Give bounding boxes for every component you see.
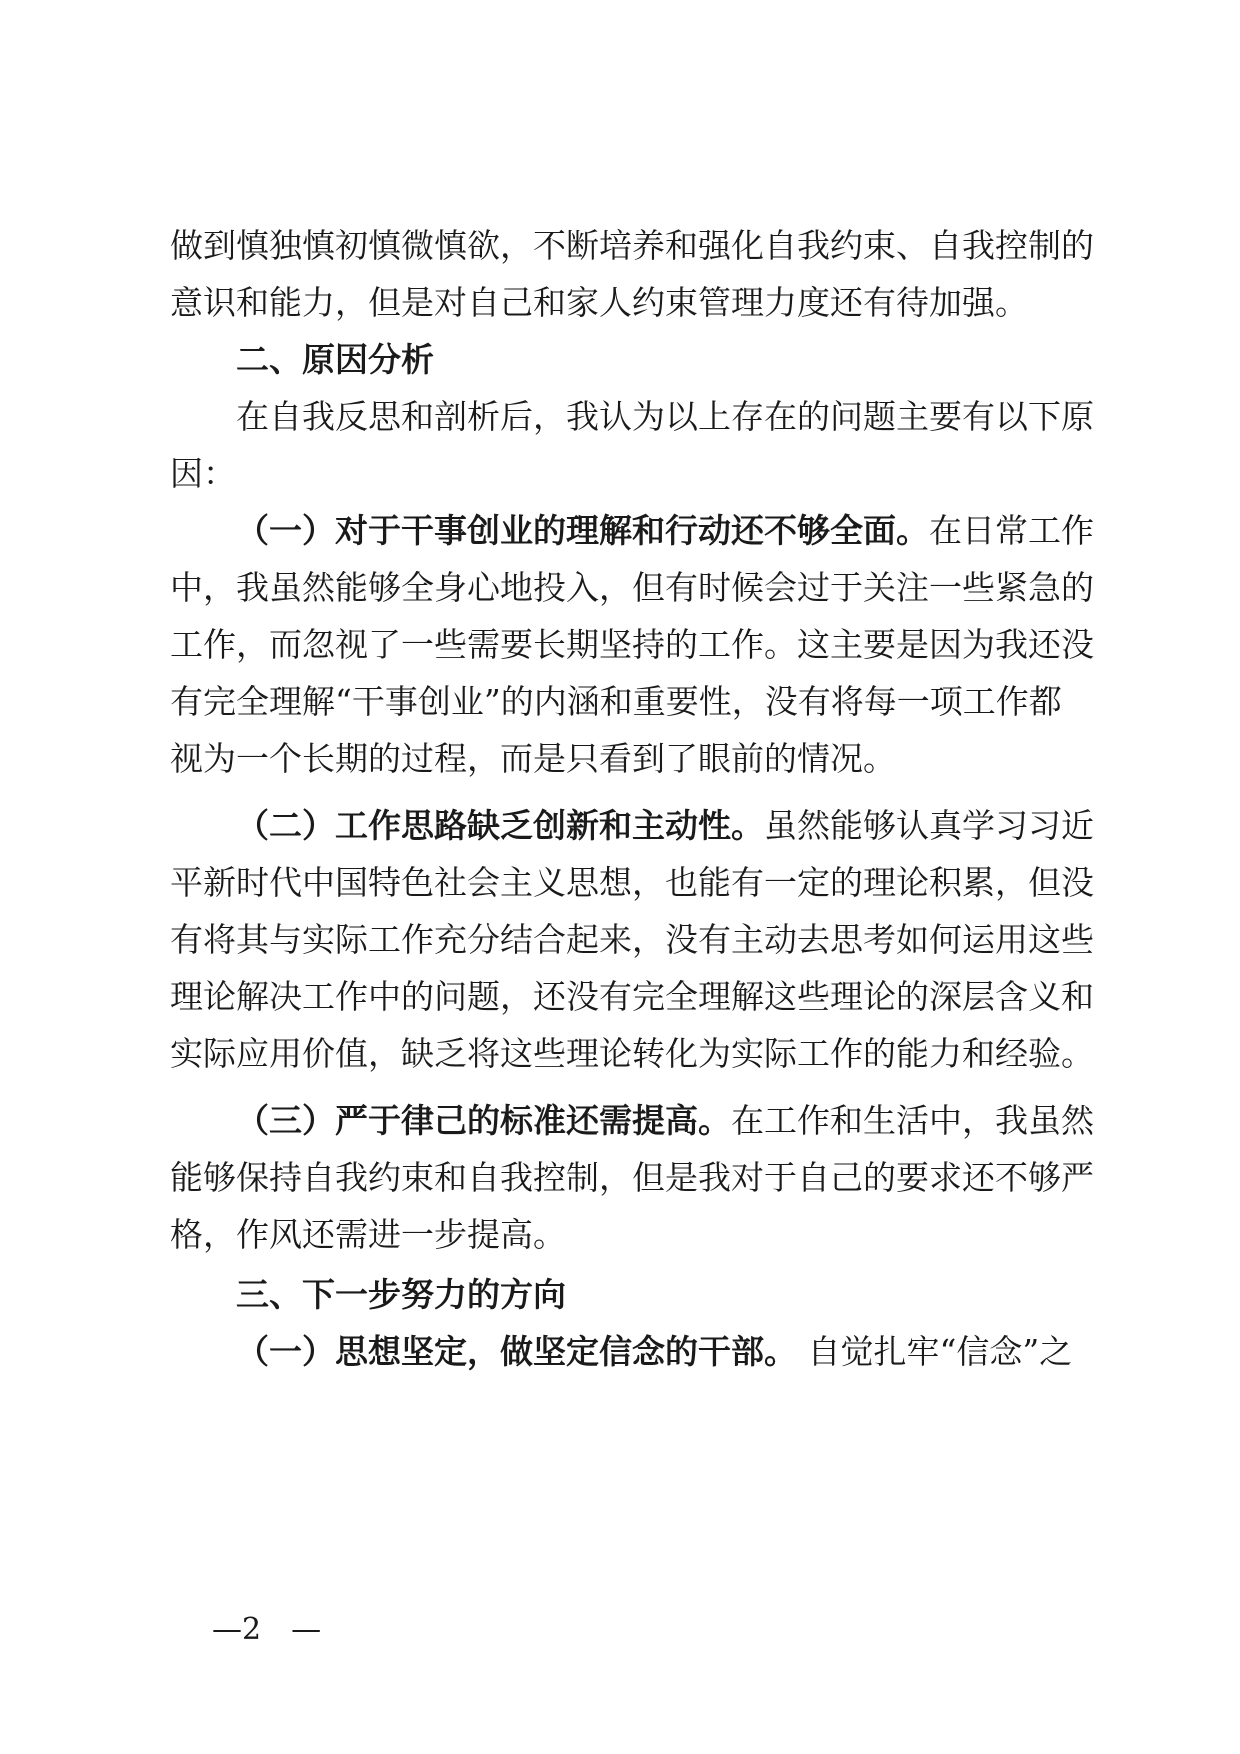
heading-text: 三、下一步努力的方向 [236, 1275, 566, 1314]
paragraph-line [170, 454, 1070, 494]
line-text: 有将其与实际工作充分结合起来，没有主动去思考如何运用这些 [170, 920, 1094, 959]
line-text: 格，作风还需进一步提高。 [170, 1215, 566, 1254]
subheading-text: （一）对于干事创业的理解和行动还不够全面。 [236, 511, 929, 550]
line-text: 在自我反思和剖析后，我认为以上存在的问题主要有以下原 [236, 397, 1094, 436]
line-text: 中，我虽然能够全身心地投入，但有时候会过于关注一些紧急的 [170, 568, 1094, 607]
paragraph-line [170, 1034, 1094, 1074]
section-heading [236, 1275, 1136, 1315]
paragraph-line [170, 1158, 1094, 1198]
subheading-text: （三）严于律己的标准还需提高。 [236, 1101, 731, 1140]
line-text: 视为一个长期的过程，而是只看到了眼前的情况。 [170, 739, 896, 778]
paragraph-line [170, 226, 1094, 266]
line-text: 工作，而忽视了一些需要长期坚持的工作。这主要是因为我还没 [170, 625, 1094, 664]
paragraph-line [170, 568, 1094, 608]
line-text: 有完全理解“干事创业”的内涵和重要性，没有将每一项工作都 [170, 682, 1062, 721]
line-text: 因： [170, 454, 236, 493]
paragraph-line [170, 863, 1094, 903]
line-text: 在日常工作 [929, 511, 1094, 550]
section-heading [236, 340, 1136, 380]
line-text: 意识和能力，但是对自己和家人约束管理力度还有待加强。 [170, 283, 1028, 322]
paragraph-line [236, 1101, 1094, 1141]
line-text: 自觉扎牢“信念”之 [797, 1332, 1073, 1371]
paragraph-line [236, 806, 1094, 846]
line-text: 实际应用价值，缺乏将这些理论转化为实际工作的能力和经验。 [170, 1034, 1094, 1073]
paragraph-line [170, 625, 1094, 665]
paragraph-line [236, 511, 1094, 551]
line-text: 理论解决工作中的问题，还没有完全理解这些理论的深层含义和 [170, 977, 1094, 1016]
paragraph-line [170, 1215, 1070, 1255]
paragraph-line [170, 739, 1070, 779]
subheading-text: （二）工作思路缺乏创新和主动性。 [236, 806, 764, 845]
paragraph-line [170, 682, 1070, 722]
paragraph-line [170, 920, 1094, 960]
line-text: 做到慎独慎初慎微慎欲，不断培养和强化自我约束、自我控制的 [170, 226, 1094, 265]
page-number: —2 — [212, 1612, 322, 1647]
paragraph-line [170, 283, 1070, 323]
subheading-text: （一）思想坚定，做坚定信念的干部。 [236, 1332, 797, 1371]
line-text: 虽然能够认真学习习近 [764, 806, 1094, 845]
line-text: 能够保持自我约束和自我控制，但是我对于自己的要求还不够严 [170, 1158, 1094, 1197]
line-text: 在工作和生活中，我虽然 [731, 1101, 1094, 1140]
paragraph-line [170, 977, 1094, 1017]
heading-text: 二、原因分析 [236, 340, 434, 379]
paragraph-line [236, 1332, 1073, 1372]
line-text: 平新时代中国特色社会主义思想，也能有一定的理论积累，但没 [170, 863, 1094, 902]
paragraph-line [236, 397, 1094, 437]
